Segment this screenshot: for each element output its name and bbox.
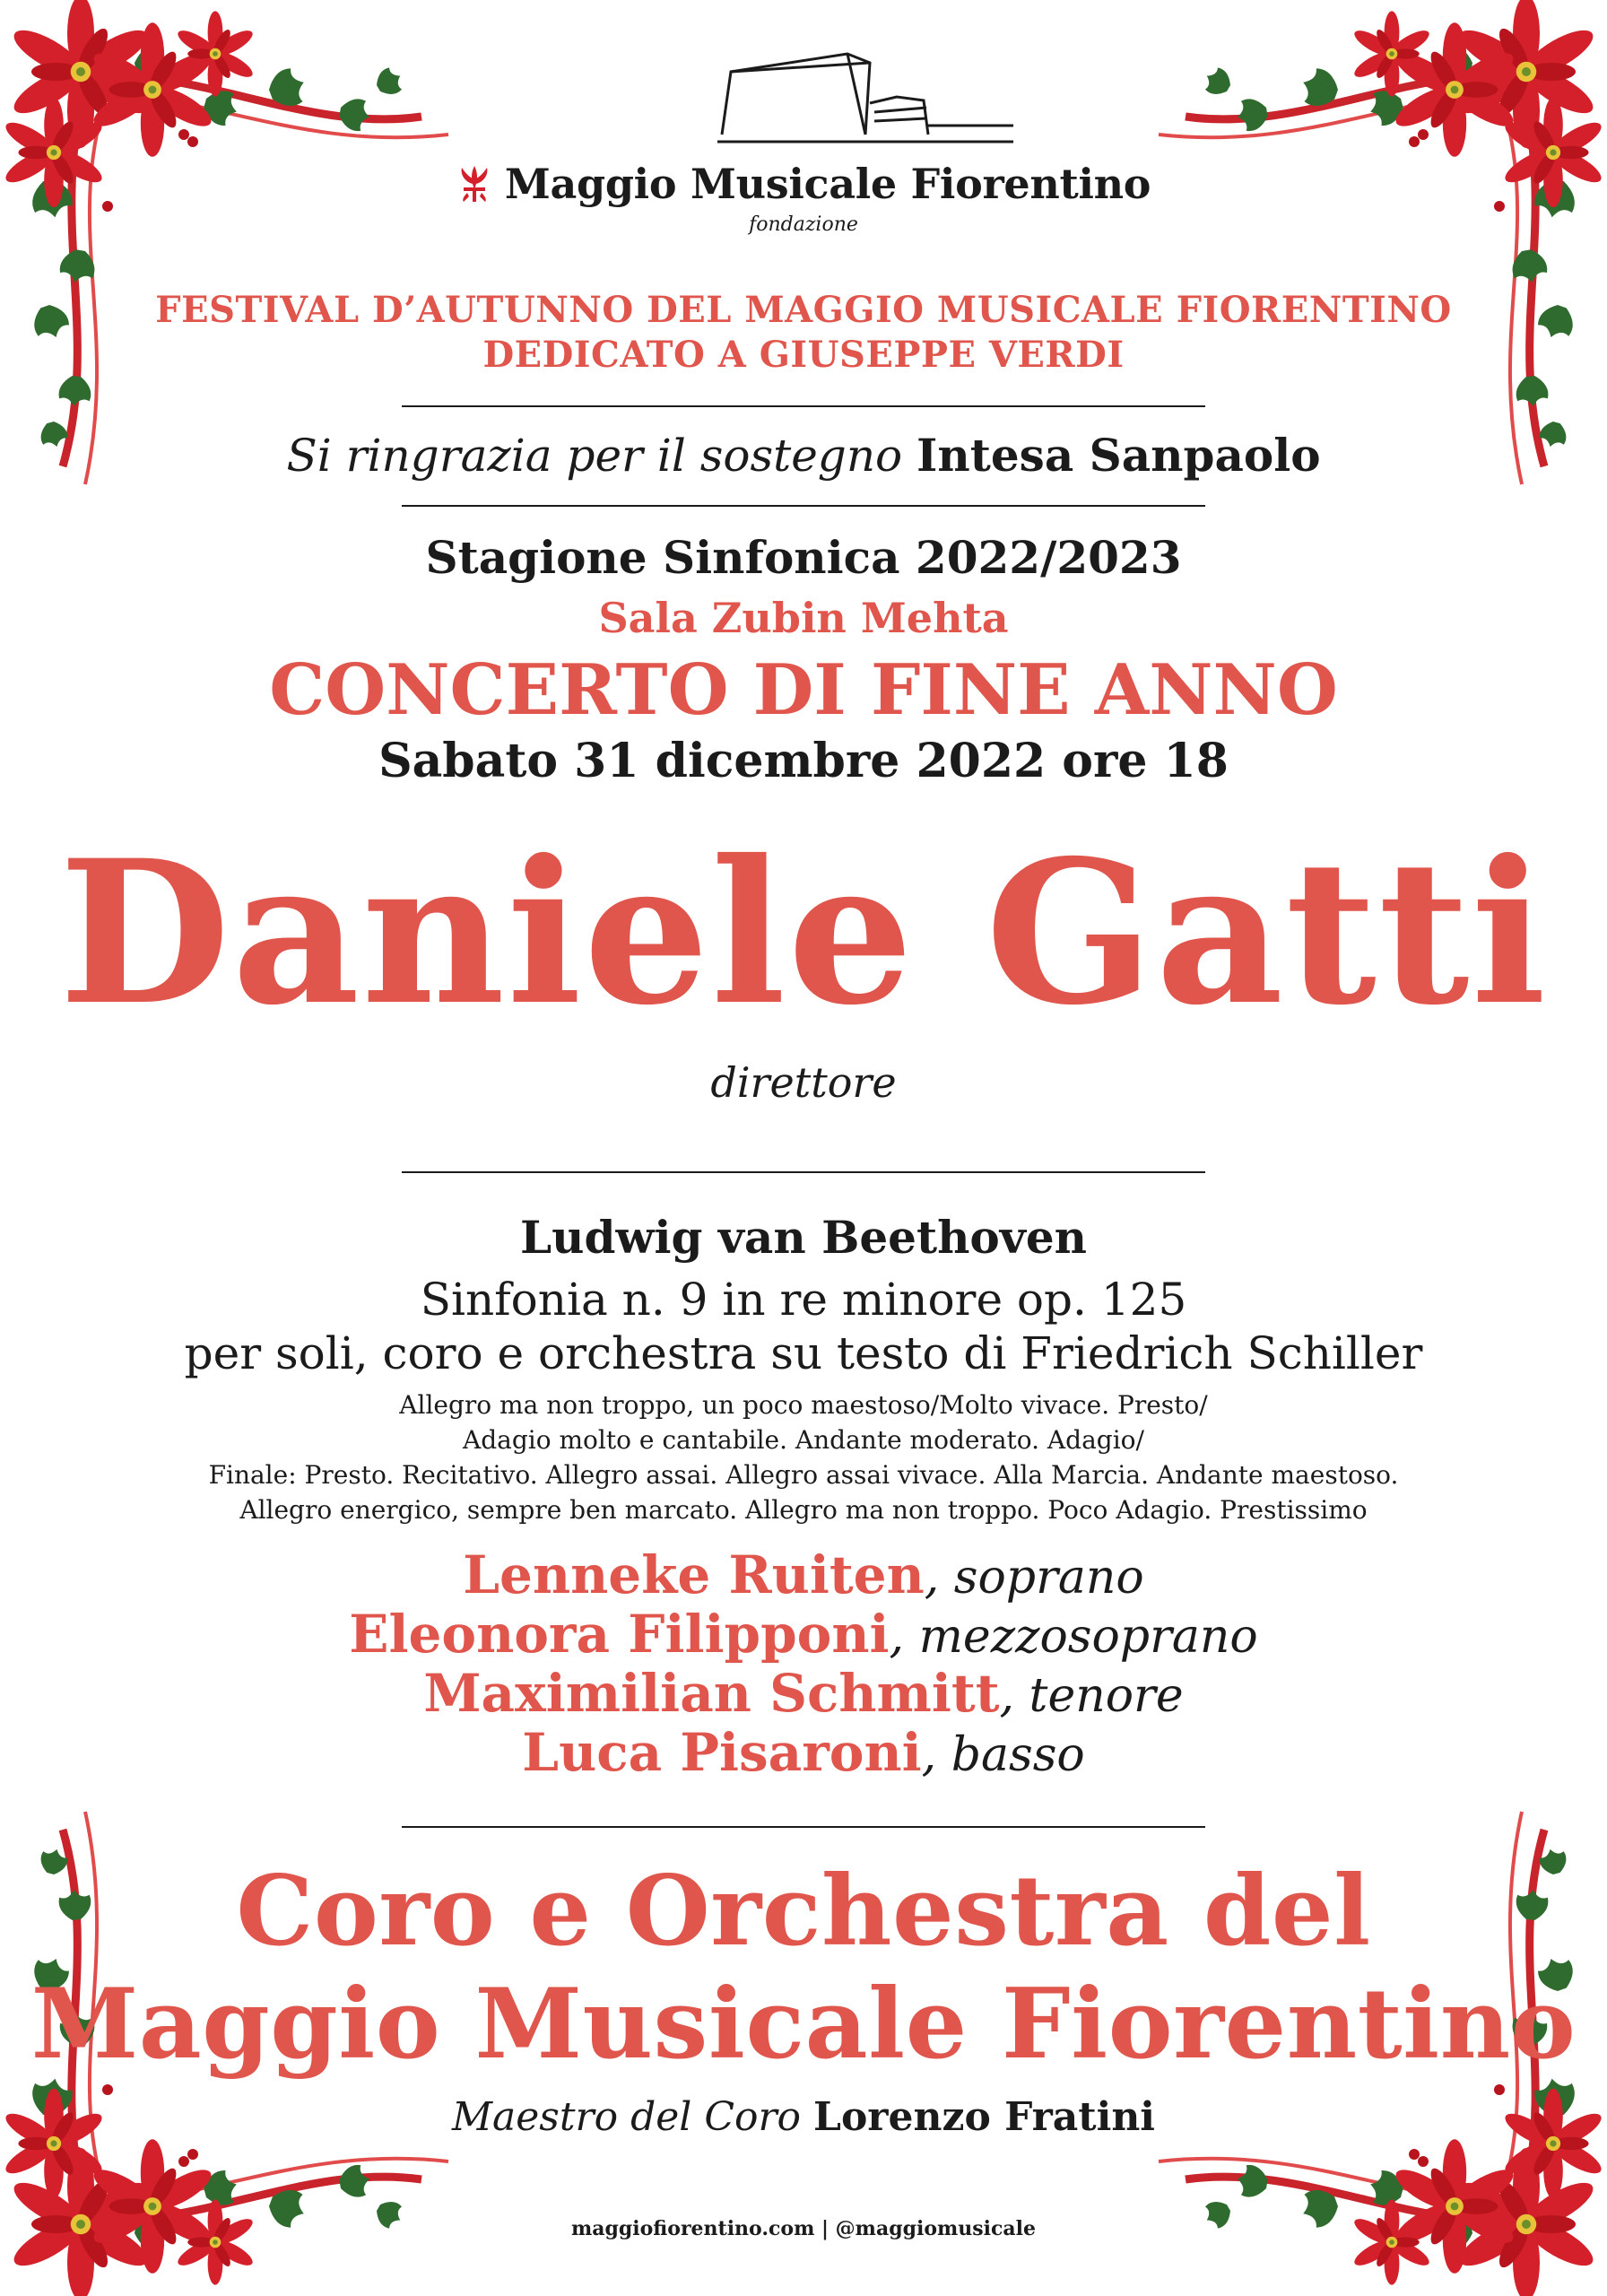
poinsettia-garland-icon [0,0,466,502]
conductor-role: direttore [710,1058,897,1107]
footer-links: maggiofiorentino.com | @maggiomusicale [570,2217,1037,2240]
soloist [0,1722,1607,1783]
sponsor-name: Intesa Sanpaolo [916,429,1321,482]
movement-line: Allegro energico, sempre ben marcato. Allegro ma non troppo. Poco Adagio. Prestissimo [239,1495,1368,1525]
divider [402,405,1205,407]
conductor-name: Daniele Gatti [58,816,1549,1048]
chorus-master-name: Lorenzo Fratini [813,2094,1156,2140]
soloist-voice: , soprano [924,1551,1144,1605]
composer-name: Ludwig van Beethoven [520,1211,1087,1264]
ensemble-line1: Coro e Orchestra del [236,1855,1371,1968]
movement-line: Adagio molto e cantabile. Andante moderato. Adagio/ [463,1425,1144,1455]
theatre-building-logo-icon [713,36,1018,152]
soloist-voice: , mezzosoprano [889,1610,1258,1664]
work-detail: per soli, coro e orchestra su testo di Friedrich Schiller [184,1327,1423,1379]
divider [402,1826,1205,1828]
logo [0,160,1607,208]
work-title: Sinfonia n. 9 in re minore op. 125 [420,1274,1187,1326]
logo-name: Maggio Musicale Fiorentino [504,160,1151,208]
soloist [0,1544,1607,1605]
season-title: Stagione Sinfonica 2022/2023 [425,531,1182,584]
soloist-name: Lenneke Ruiten [463,1544,925,1605]
florence-lily-icon [456,164,492,204]
festival-title-line2: DEDICATO A GIUSEPPE VERDI [482,334,1125,376]
concert-date: Sabato 31 dicembre 2022 ore 18 [378,734,1229,788]
soloist [0,1663,1607,1724]
soloist-name: Eleonora Filipponi [349,1604,890,1665]
soloist-voice: , tenore [999,1669,1184,1723]
movement-line: Finale: Presto. Recitativo. Allegro assai. Allegro assai vivace. Alla Marcia. Andante maestoso. [208,1460,1399,1490]
sponsor-line [0,429,1607,482]
concert-title: CONCERTO DI FINE ANNO [269,649,1338,731]
soloist [0,1604,1607,1665]
sponsor-prefix: Si ringrazia per il sostegno [286,430,903,482]
chorus-master-line [0,2094,1607,2140]
soloist-voice: , basso [921,1728,1085,1782]
chorus-master-prefix: Maestro del Coro [451,2094,802,2140]
festival-title-line1: FESTIVAL D’AUTUNNO DEL MAGGIO MUSICALE FIORENTINO [155,289,1452,331]
soloist-name: Maximilian Schmitt [423,1663,1000,1724]
divider [402,505,1205,507]
divider [402,1171,1205,1173]
movement-line: Allegro ma non troppo, un poco maestoso/Molto vivace. Presto/ [399,1390,1208,1420]
ensemble-line2: Maggio Musicale Fiorentino [30,1968,1577,2081]
poinsettia-garland-icon [1141,0,1607,502]
soloist-name: Luca Pisaroni [522,1722,922,1783]
logo-subtitle: fondazione [749,213,858,236]
hall-name: Sala Zubin Mehta [598,594,1009,642]
